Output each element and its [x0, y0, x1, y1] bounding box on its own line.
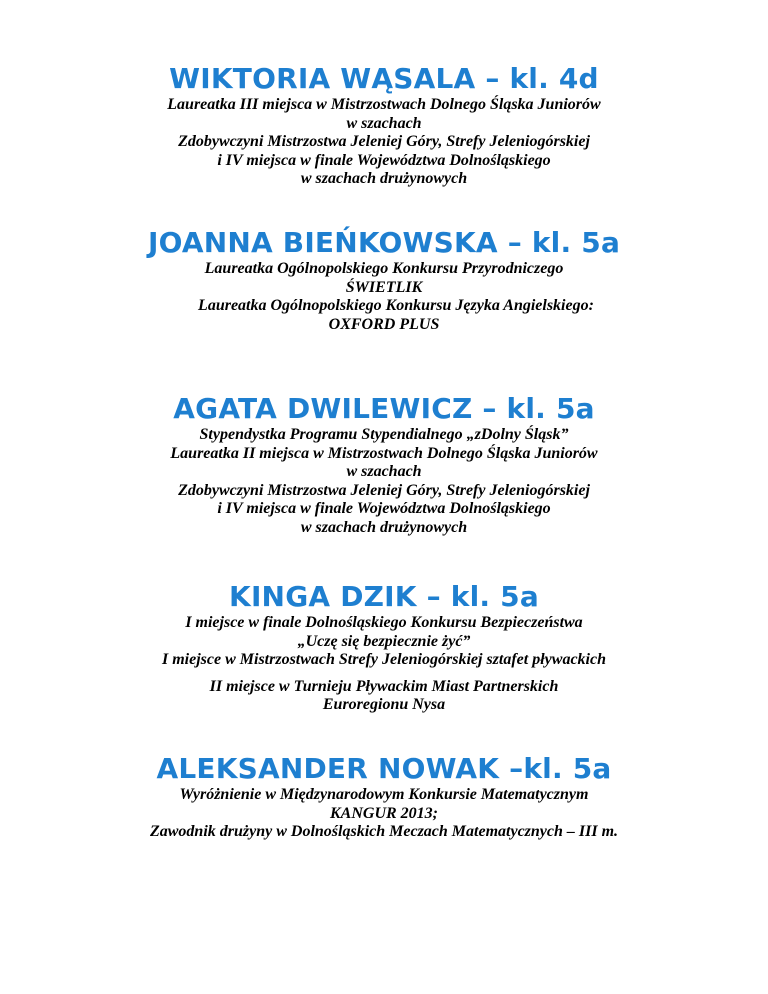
- laureate-name-heading: KINGA DZIK – kl. 5a: [229, 580, 539, 613]
- laureate-section-5: [0, 752, 768, 842]
- achievement-line: ŚWIETLIK: [345, 278, 423, 296]
- achievement-line: Wyróżnienie w Międzynarodowym Konkursie Matematycznym: [179, 786, 589, 803]
- achievement-line: „Uczę się bezpiecznie żyć”: [297, 632, 471, 650]
- achievement-line: I miejsce w Mistrzostwach Strefy Jeleniogórskiej sztafet pływackich: [162, 651, 606, 668]
- laureate-section-3: [0, 392, 768, 537]
- achievement-line: Zdobywczyni Mistrzostwa Jeleniej Góry, Strefy Jeleniogórskiej: [178, 481, 590, 499]
- achievement-line: w szachach drużynowych: [300, 170, 468, 187]
- achievement-line: Laureatka Ogólnopolskiego Konkursu Przyrodniczego: [204, 260, 564, 277]
- achievement-line: w szachach: [346, 114, 422, 132]
- achievement-line: Zawodnik drużyny w Dolnośląskich Meczach Matematycznych – III m.: [149, 823, 619, 840]
- achievement-line: Laureatka Ogólnopolskiego Konkursu Języka Angielskiego:: [198, 297, 594, 314]
- laureate-section-4: [0, 580, 768, 715]
- achievement-line: i IV miejsca w finale Województwa Dolnośląskiego: [217, 151, 551, 169]
- achievement-line: II miejsce w Turnieju Pływackim Miast Partnerskich: [209, 677, 559, 695]
- laureate-name-heading: ALEKSANDER NOWAK –kl. 5a: [156, 752, 612, 785]
- achievement-line: OXFORD PLUS: [328, 315, 440, 333]
- achievement-line: Zdobywczyni Mistrzostwa Jeleniej Góry, Strefy Jeleniogórskiej: [178, 133, 590, 150]
- achievement-line: Euroregionu Nysa: [322, 696, 446, 713]
- achievement-line: Stypendystka Programu Stypendialnego „zDolny Śląsk”: [199, 426, 569, 443]
- achievement-line: Laureatka II miejsca w Mistrzostwach Dolnego Śląska Juniorów: [170, 444, 598, 462]
- achievement-line: I miejsce w finale Dolnośląskiego Konkursu Bezpieczeństwa: [185, 614, 583, 631]
- achievement-line: w szachach drużynowych: [300, 518, 468, 536]
- achievement-line: Laureatka III miejsca w Mistrzostwach Dolnego Śląska Juniorów: [167, 96, 601, 113]
- achievement-line: w szachach: [346, 463, 422, 480]
- laureate-section-2: [0, 226, 768, 334]
- laureate-name-heading: JOANNA BIEŃKOWSKA – kl. 5a: [147, 226, 621, 259]
- achievement-line: KANGUR 2013;: [329, 804, 438, 822]
- laureate-name-heading: AGATA DWILEWICZ – kl. 5a: [173, 392, 595, 425]
- laureate-section-1: [0, 62, 768, 189]
- laureate-name-heading: WIKTORIA WĄSALA – kl. 4d: [169, 62, 599, 95]
- achievement-line: i IV miejsca w finale Województwa Dolnośląskiego: [217, 500, 551, 517]
